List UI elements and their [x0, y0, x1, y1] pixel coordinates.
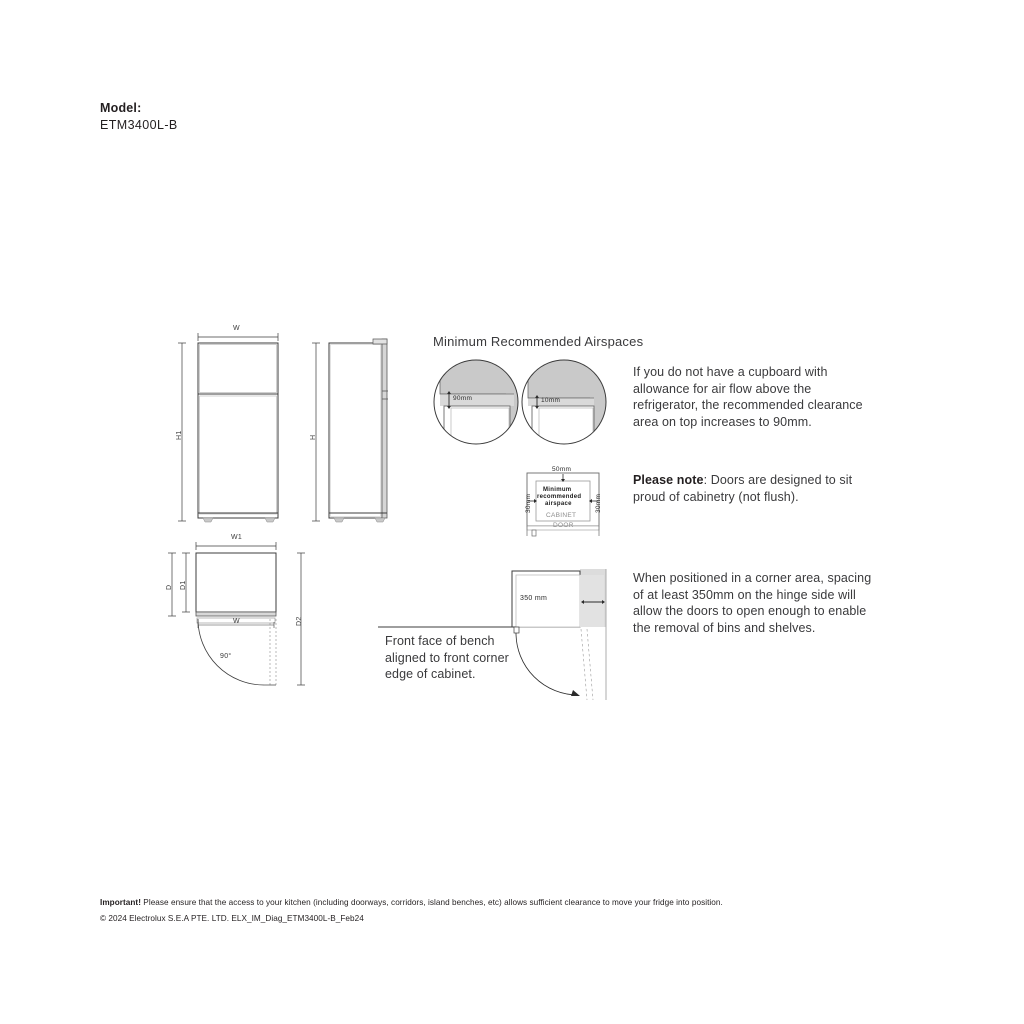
model-label: Model:	[100, 101, 142, 115]
footer-important-line	[100, 896, 924, 909]
footer-copyright: © 2024 Electrolux S.E.A PTE. LTD. ELX_IM_Diag_ETM3400L-B_Feb24	[100, 914, 364, 923]
plan-width-dim-label: W1	[231, 534, 243, 541]
front-view-drawing	[170, 325, 320, 550]
plan-depth2-dim-label: D2	[296, 616, 303, 626]
cabinet-label: CABINET	[546, 512, 577, 519]
airspace-inset-10mm	[520, 358, 608, 446]
front-height-dim-label: H1	[176, 430, 183, 440]
airspace-90mm-label: 90mm	[453, 395, 473, 402]
bench-alignment-note: Front face of bench aligned to front corner edge of cabinet.	[385, 634, 509, 681]
model-value: ETM3400L-B	[100, 118, 178, 132]
cabinet-right-clearance-label: 30mm	[595, 493, 602, 513]
cabinet-left-clearance-label: 30mm	[525, 493, 532, 513]
side-height-dim-label: H	[310, 434, 317, 440]
airspace-inset-90mm	[432, 358, 520, 446]
plan-depth-dim-label: D	[166, 584, 173, 590]
airspaces-heading: Minimum Recommended Airspaces	[433, 334, 644, 349]
cabinet-center-line2: recommended	[537, 494, 582, 500]
cabinet-center-line3: airspace	[545, 501, 572, 507]
cabinet-center-line1: Minimum	[543, 487, 572, 493]
side-view-drawing	[305, 325, 415, 550]
cabinet-airspace-drawing	[518, 465, 613, 545]
corner-paragraph: When positioned in a corner area, spacing of at least 350mm on the hinge side will allow the doors to open enough to enable the removal of bins and shelves.	[633, 571, 872, 635]
footer-important-text: Please ensure that the access to your kitchen (including doorways, corridors, island benches, etc) allows sufficient clearance to move your fridge into position.	[140, 898, 723, 907]
door-label: DOOR	[553, 522, 574, 529]
please-note-text: : Doors are designed to sit proud of cabinetry (not flush).	[633, 473, 853, 504]
plan-door-width-label: W	[233, 618, 240, 625]
please-note-paragraph	[633, 472, 873, 505]
model-block	[100, 100, 178, 134]
airspace-10mm-label: 10mm	[541, 397, 561, 404]
corner-spacing-label: 350 mm	[520, 595, 548, 602]
plan-depth1-dim-label: D1	[180, 580, 187, 590]
please-note-bold: Please note	[633, 473, 704, 487]
airspaces-paragraph: If you do not have a cupboard with allowance for air flow above the refrigerator, the recommended clearance area on top increases to 90mm.	[633, 365, 863, 429]
front-width-dim-label: W	[233, 325, 240, 332]
footer-important-bold: Important!	[100, 898, 141, 907]
cabinet-top-clearance-label: 50mm	[552, 466, 572, 473]
plan-angle-label: 90°	[220, 653, 232, 660]
footer	[100, 896, 924, 925]
plan-view-drawing	[160, 533, 320, 698]
